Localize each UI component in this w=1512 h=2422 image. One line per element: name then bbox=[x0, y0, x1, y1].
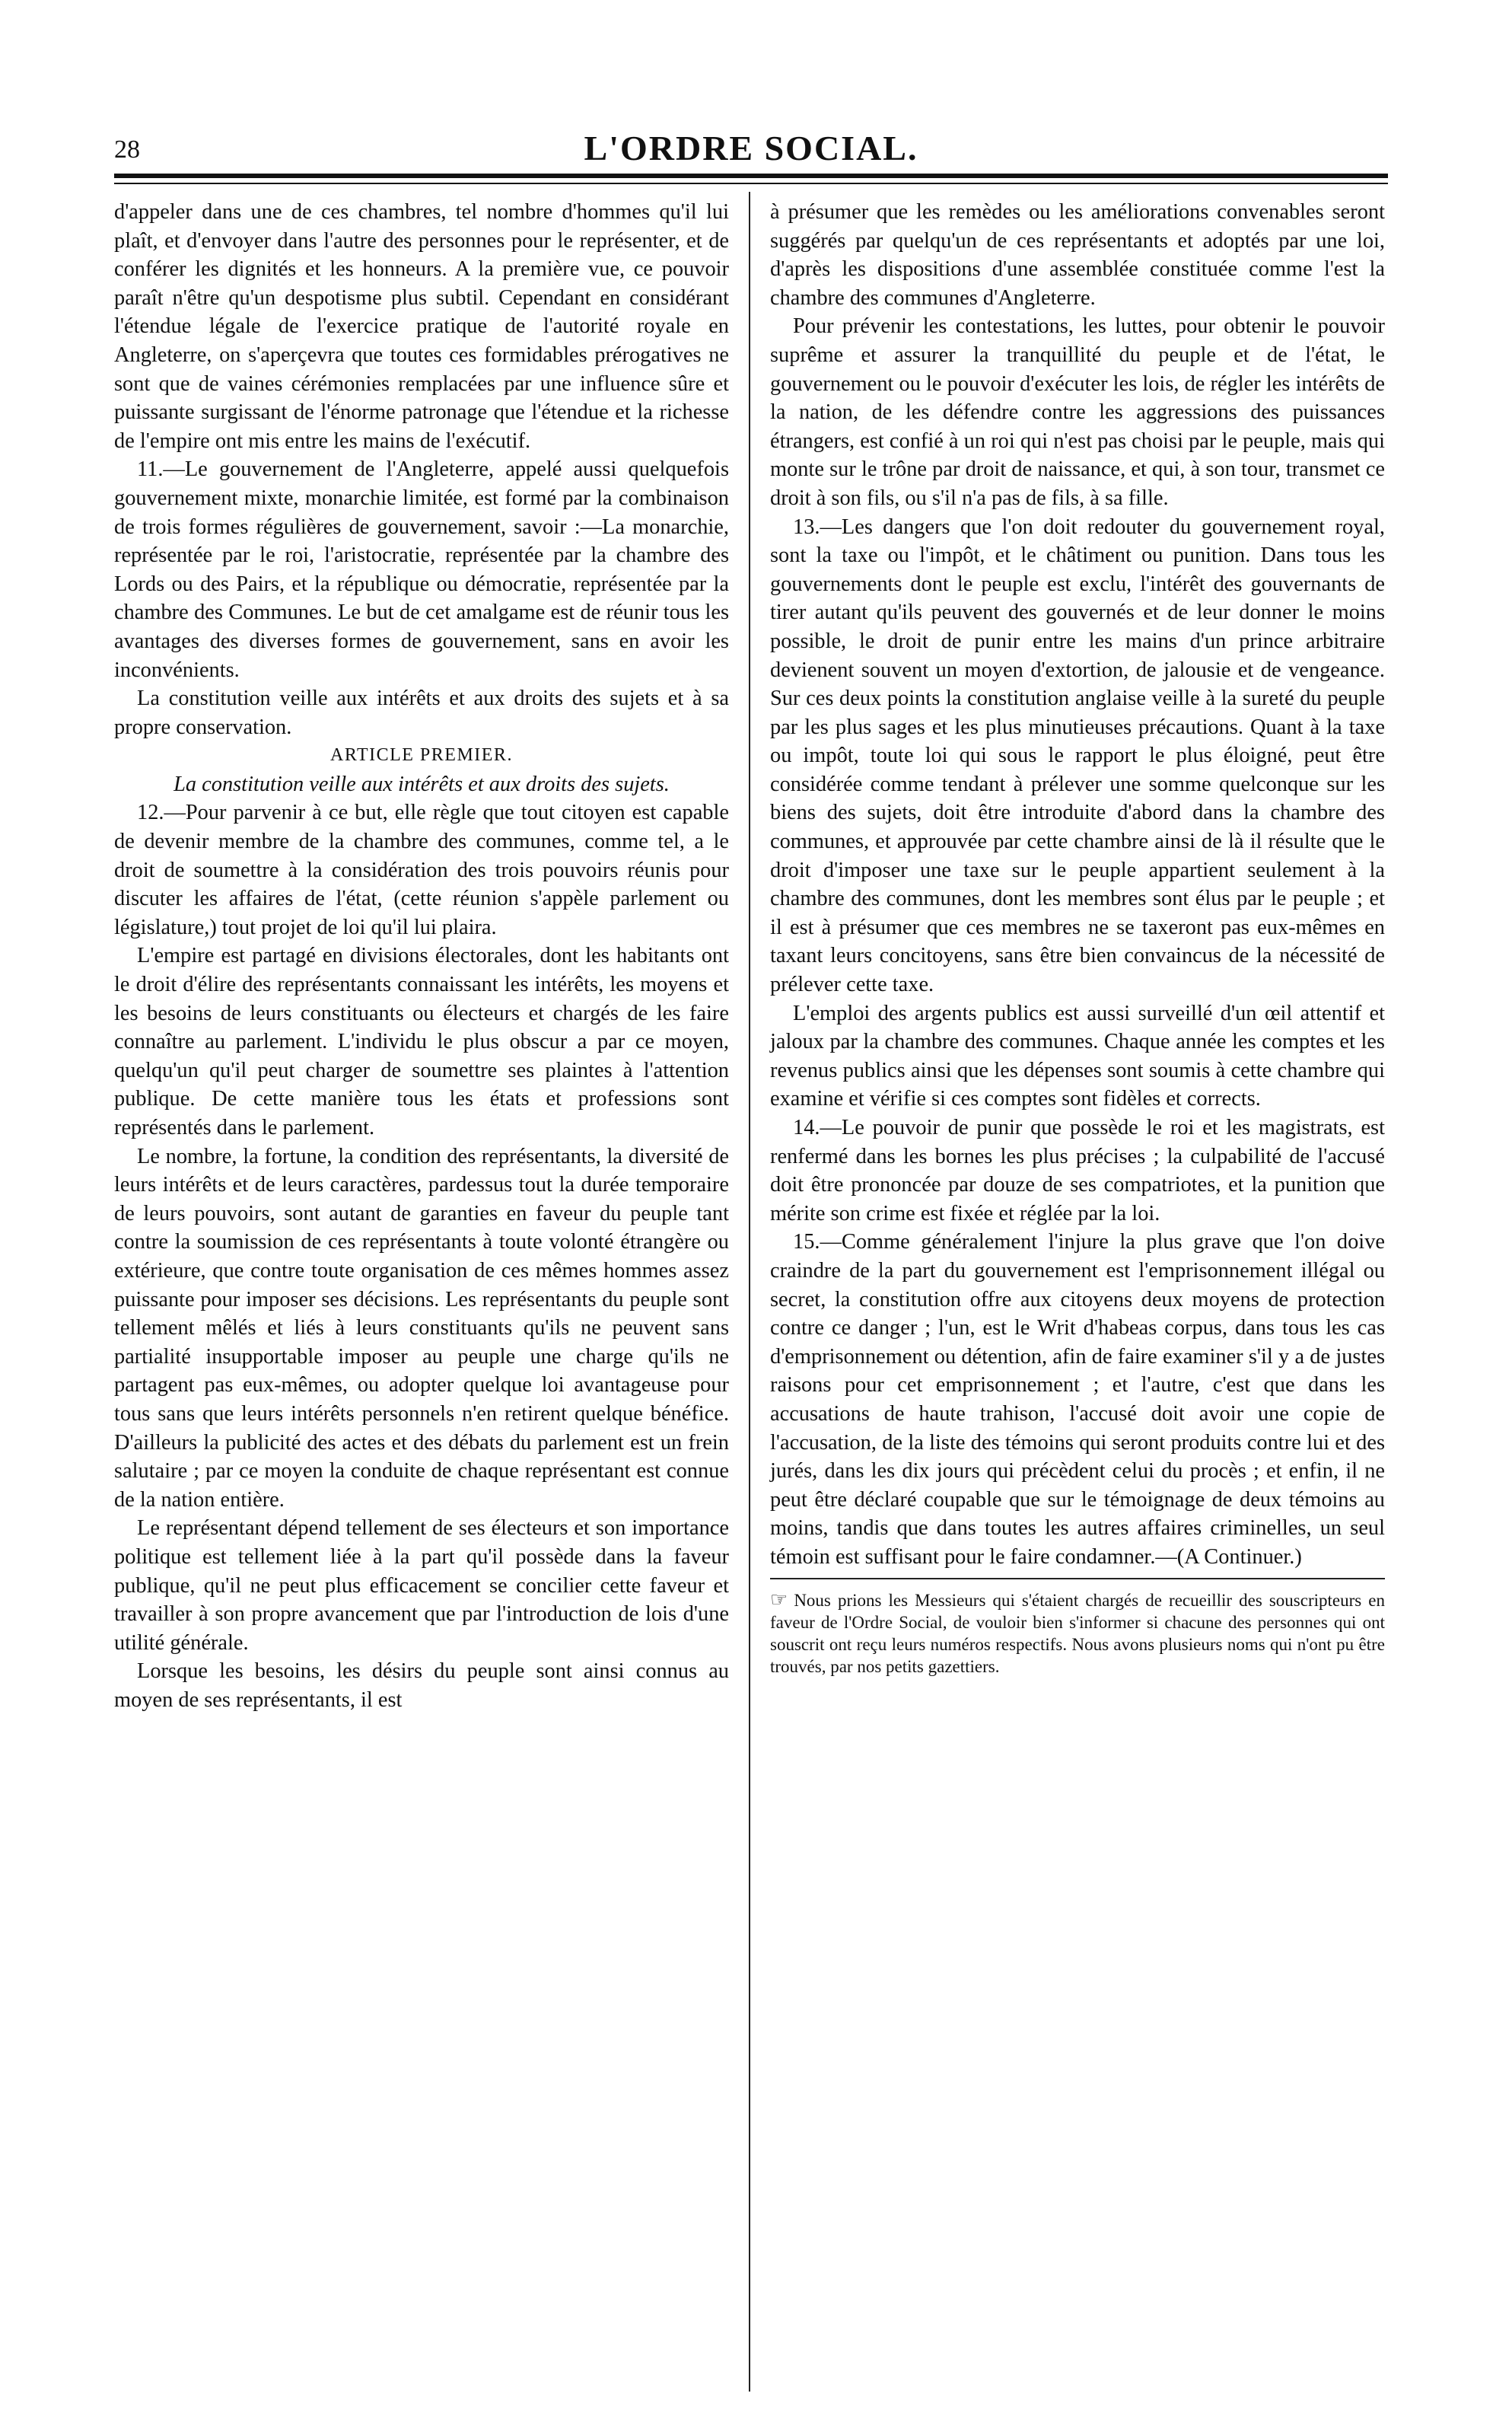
subscriber-notice bbox=[770, 1589, 1385, 1678]
right-column bbox=[770, 198, 1385, 1678]
paragraph: Le nombre, la fortune, la condition des représentants, la diversité de leurs intérêts et de leurs caractères, pardessus tout la durée temporaire de leurs pouvoirs, sont autant de garanties en faveur du peuple tant contre la soumission de ces représentants à toute volonté étrangère ou extérieure, que contre toute organisation de ces mêmes hommes assez puissante pour imposer ses décisions. Les représentants du peuple sont tellement mêlés et liés à leurs constituants qu'ils ne peuvent sans partialité insupportable imposer au peuple une charge qu'ils ne partagent pas eux-mêmes, ou adopter quelque loi avantageuse pour tous sans que leurs intérêts personnels n'en retirent quelque bénéfice. D'ailleurs la publicité des actes et des débats du parlement est un frein salutaire ; par ce moyen la conduite de chaque représentant est connue de la nation entière. bbox=[114, 1144, 729, 1512]
paragraph: L'emploi des argents publics est aussi surveillé d'un œil attentif et jaloux par la chambre des communes. Chaque année les comptes et les revenus publics ainsi que les dépenses sont soumis à cette chambre qui examine et vérifie si ces comptes sont fidèles et corrects. bbox=[770, 1001, 1385, 1111]
newspaper-page bbox=[114, 122, 1388, 2390]
paragraph: La constitution veille aux intérêts et aux droits des sujets et à sa propre conservation. bbox=[114, 687, 729, 739]
paragraph: Le représentant dépend tellement de ses électeurs et son importance politique est tellement liée à la part qu'il possède dans la faveur publique, qu'il ne peut plus efficacement se concilier cette faveur et travailler à son propre avancement que par l'introduction de lois d'une utilité générale. bbox=[114, 1516, 729, 1655]
paragraph: 15.—Comme généralement l'injure la plus grave que l'on doive craindre de la part du gouvernement est l'emprisonnement illégal ou secret, la constitution offre aux citoyens deux moyens de protection contre ce danger ; l'un, est le Writ d'habeas corpus, dans tous les cas d'emprisonnement ou détention, afin de faire examiner s'il y a de justes raisons pour cet emprisonnement ; et l'autre, c'est que dans les accusations de haute trahison, l'accusé doit avoir une copie de l'accusation, de la liste des témoins qui seront produits contre lui et des jurés, dans les dix jours qui précèdent celui du procès ; et enfin, il ne peut être déclaré coupable que sur le témoignage de deux témoins au moins, tandis que dans toutes les autres affaires criminelles, un seul témoin est suffisant pour le faire condamner.—(A Continuer.) bbox=[770, 1230, 1385, 1569]
header-rule-thick bbox=[114, 174, 1388, 178]
paragraph: 12.—Pour parvenir à ce but, elle règle que tout citoyen est capable de devenir membre de la chambre des communes, comme tel, a le droit de soumettre à la considération des trois pouvoirs réunis pour discuter les affaires de l'état, (cette réunion s'appèle parlement ou législature,) tout projet de loi qu'il lui plaira. bbox=[114, 801, 729, 939]
header-rule-thin bbox=[114, 183, 1388, 184]
paragraph: L'empire est partagé en divisions électorales, dont les habitants ont le droit d'élire des représentants connaissant les intérêts, les moyens et les besoins de leurs constituants ou électeurs et chargés de les faire connaître au parlement. L'individu le plus obscur a par ce moyen, quelqu'un qu'il peut charger de soumettre ses plaintes à l'attention publique. De cette manière tous les états et professions sont représentés dans le parlement. bbox=[114, 944, 729, 1139]
left-column bbox=[114, 198, 729, 1714]
paragraph: 13.—Les dangers que l'on doit redouter du gouvernement royal, sont la taxe ou l'impôt, et le châtiment ou punition. Dans tous les gouvernements dont le peuple est exclu, l'intérêt des gouvernants de tirer autant qu'ils peuvent des gouvernés et de leur donner le moins possible, le droit de punir entre les mains d'un prince arbitraire devienent souvent un moyen d'extortion, de jalousie et de vengeance. Sur ces deux points la constitution anglaise veille à la sureté du peuple par les plus sages et les plus minutieuses précautions. Quant à la taxe ou impôt, toute loi qui sous le rapport le plus éloigné, peut être considérée comme tendant à prélever une somme quelconque sur les biens des sujets, doit être introduite d'abord dans la chambre des communes, et approuvée par cette chambre ainsi de là il résulte que le droit d'imposer une taxe sur le peuple appartient seulement à la chambre des communes, dont les membres sont élus par le peuple ; et il est à présumer que ces membres ne se taxeront pas eux-mêmes en taxant leurs concitoyens, sans être bien convaincus de la nécessité de prélever cette taxe. bbox=[770, 515, 1385, 997]
page-number: 28 bbox=[114, 135, 140, 164]
paragraph: Pour prévenir les contestations, les luttes, pour obtenir le pouvoir suprême et assurer la tranquillité du peuple et de l'état, le gouvernement ou le pouvoir d'exécuter les lois, de régler les intérêts de la nation, de les défendre contre les aggressions des puissances étrangers, est confié à un roi qui n'est pas choisi par le peuple, mais qui monte sur le trône par droit de naissance, et qui, à son tour, transmet ce droit à son fils, ou s'il n'a pas de fils, à sa fille. bbox=[770, 314, 1385, 510]
notice-text: Nous prions les Messieurs qui s'étaient chargés de recueillir des souscripteurs en faveur de l'Ordre Social, de vouloir bien s'informer si chacune des personnes qui ont souscrit ont reçu leurs numéros respectifs. Nous avons plusieurs noms qui n'ont pu être trouvés, par nos petits gazettiers. bbox=[770, 1590, 1385, 1676]
journal-title: L'ORDRE SOCIAL. bbox=[584, 129, 918, 167]
paragraph: d'appeler dans une de ces chambres, tel nombre d'hommes qu'il lui plaît, et d'envoyer dans l'autre des personnes pour le représenter, et de conférer les dignités et les honneurs. A la première vue, ce pouvoir paraît n'être qu'un despotisme plus subtil. Cependant en considérant l'étendue légale de l'exercice pratique de l'autorité royale en Angleterre, on s'aperçevra que toutes ces formidables prérogatives ne sont que de vaines cérémonies remplacées par une influence sûre et puissante surgissant de l'énorme patronage que l'étendue et la richesse de l'empire ont mis entre les mains de l'exécutif. bbox=[114, 200, 729, 453]
page-header bbox=[114, 122, 1388, 175]
pointing-hand-icon: ☞ bbox=[770, 1588, 788, 1611]
column-divider bbox=[749, 192, 750, 2392]
notice-rule bbox=[770, 1578, 1385, 1579]
article-subtitle: La constitution veille aux intérêts et aux droits des sujets. bbox=[173, 772, 670, 796]
paragraph: 11.—Le gouvernement de l'Angleterre, appelé aussi quelquefois gouvernement mixte, monarchie limitée, est formé par la combinaison de trois formes régulières de gouvernement, savoir :—La monarchie, représentée par le roi, l'aristocratie, représentée par la chambre des Lords ou des Pairs, et la république ou démocratie, représentée par la chambre des Communes. Le but de cet amalgame est de réunir tous les avantages des diverses formes de gouvernement, sans en avoir les inconvénients. bbox=[114, 457, 729, 682]
paragraph: Lorsque les besoins, les désirs du peuple sont ainsi connus au moyen de ses représentants, il est bbox=[114, 1659, 729, 1712]
article-heading: ARTICLE PREMIER. bbox=[330, 745, 513, 766]
paragraph: 14.—Le pouvoir de punir que possède le roi et les magistrats, est renfermé dans les bornes les plus précises ; la culpabilité de l'accusé doit être prononcée par douze de ses compatriotes, et la punition que mérite son crime est fixée et réglée par la loi. bbox=[770, 1116, 1385, 1225]
paragraph: à présumer que les remèdes ou les améliorations convenables seront suggérés par quelqu'un de ces représentants et adoptés par une loi, d'après les dispositions d'une assemblée constituée comme l'est la chambre des communes d'Angleterre. bbox=[770, 200, 1385, 310]
